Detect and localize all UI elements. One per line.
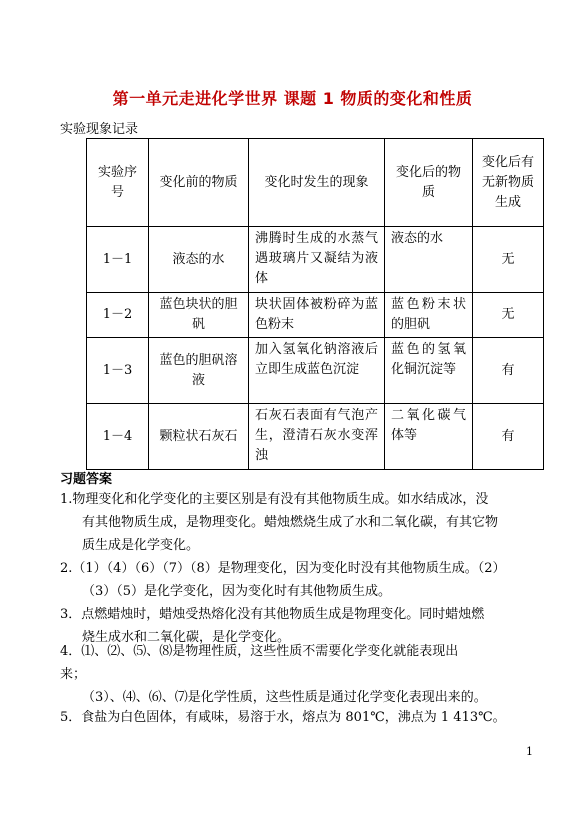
answers-heading: 习题答案 (60, 472, 113, 487)
answer-number: 5． (60, 710, 82, 725)
answer-number: 2. (60, 561, 73, 576)
table-cell: 颗粒状石灰石 (149, 404, 249, 470)
answer-item-1 (60, 488, 540, 557)
table-cell: 块状固体被粉碎为蓝色粉末 (249, 293, 385, 338)
table-cell: 1－1 (87, 227, 149, 293)
table-row (87, 404, 544, 470)
table-cell: 1－3 (87, 338, 149, 404)
table-cell: 蓝色的氢氧化铜沉淀等 (385, 338, 473, 404)
answer-line: 质生成是化学变化。 (82, 538, 200, 553)
header-cell: 变化时发生的现象 (249, 139, 385, 227)
experiment-table (86, 138, 544, 470)
table-cell: 加入氢氧化钠溶液后立即生成蓝色沉淀 (249, 338, 385, 404)
answer-line: ⑴、⑵、⑸、⑻是物理性质，这些性质不需要化学变化就能表现出 (81, 644, 459, 659)
answer-item-2 (60, 557, 540, 603)
table-cell: 液态的水 (385, 227, 473, 293)
answer-line: 有其他物质生成，是物理变化。蜡烛燃烧生成了水和二氧化碳，有其它物 (82, 515, 499, 530)
table-cell: 蓝色的胆矾溶液 (149, 338, 249, 404)
header-cell: 变化前的物质 (149, 139, 249, 227)
table-cell: 二氧化碳气体等 (385, 404, 473, 470)
answer-line: 物理变化和化学变化的主要区别是有没有其他物质生成。如水结成冰，没 (72, 492, 489, 507)
table-header-row (87, 139, 544, 227)
table-row (87, 293, 544, 338)
table-cell: 有 (473, 404, 544, 470)
page-title: 第一单元走进化学世界 课题 1 物质的变化和性质 (112, 89, 473, 108)
answer-item-5 (60, 706, 540, 729)
table-cell: 有 (473, 338, 544, 404)
answer-line: 点燃蜡烛时，蜡烛受热熔化没有其他物质生成是物理变化。同时蜡烛燃 (81, 607, 485, 622)
table-cell: 液态的水 (149, 227, 249, 293)
answer-number: 3． (60, 607, 82, 622)
answer-item-4 (60, 640, 540, 709)
answer-line: （1）（4）（6）（7）（8）是物理变化，因为变化时没有其他物质生成。（2） (72, 561, 506, 576)
table-cell: 1－2 (87, 293, 149, 338)
table-cell: 无 (473, 227, 544, 293)
table-row (87, 227, 544, 293)
answer-line: 来； (60, 667, 87, 682)
answer-line: 食盐为白色固体，有咸味，易溶于水，熔点为 801℃，沸点为 1 413℃。 (81, 710, 506, 725)
answer-line: 烧生成水和二氧化碳，是化学变化。 (82, 630, 291, 645)
header-cell: 实验序号 (87, 139, 149, 227)
table-row (87, 338, 544, 404)
answer-line: （3）（5）是化学变化，因为变化时有其他物质生成。 (82, 584, 392, 599)
table-cell: 蓝色块状的胆矾 (149, 293, 249, 338)
table-cell: 无 (473, 293, 544, 338)
table-cell: 蓝色粉末状的胆矾 (385, 293, 473, 338)
header-cell: 变化后的物质 (385, 139, 473, 227)
answer-line: （3）、⑷、⑹、⑺是化学性质，这些性质是通过化学变化表现出来的。 (82, 690, 487, 705)
table-cell: 1－4 (87, 404, 149, 470)
table-cell: 石灰石表面有气泡产生，澄清石灰水变浑浊 (249, 404, 385, 470)
answer-number: 1. (60, 492, 73, 507)
answer-number: 4． (60, 644, 82, 659)
section-subtitle: 实验现象记录 (60, 122, 139, 137)
header-cell: 变化后有无新物质生成 (473, 139, 544, 227)
table-cell: 沸腾时生成的水蒸气遇玻璃片又凝结为液体 (249, 227, 385, 293)
page-number: 1 (526, 745, 533, 758)
